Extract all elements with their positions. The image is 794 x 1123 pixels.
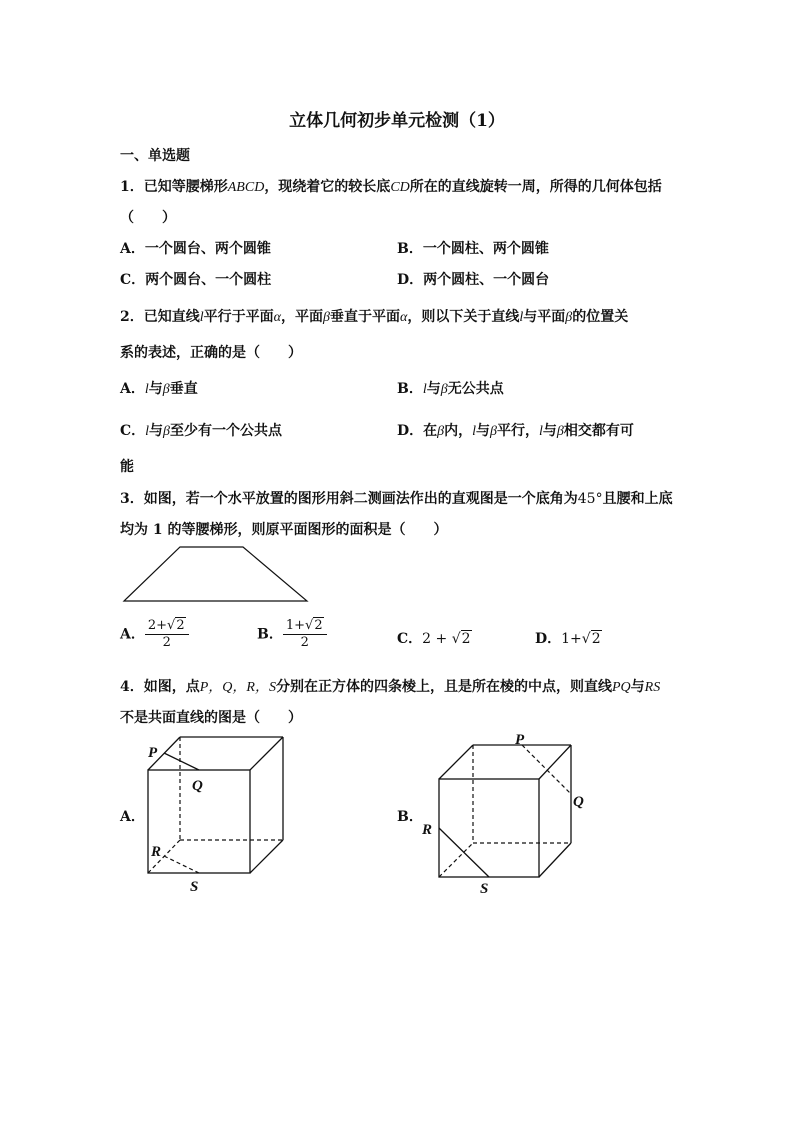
q2-alpha-2: α (399, 310, 408, 325)
q2-d-beta-2: β (490, 424, 497, 439)
q2-text-3: ，平面 (281, 309, 323, 325)
q2-alpha: α (273, 310, 281, 325)
q3-a-fraction: $\frac{2+√2}{2}$ (145, 618, 189, 651)
q2-c-l: l (145, 424, 150, 439)
q2-d-b: 与 (476, 423, 491, 439)
cube-a-segment-pq (164, 753, 199, 770)
cube-a-segment-rs (164, 856, 199, 873)
q2-b-label: B． (397, 381, 423, 397)
q1-stem-line2: （ ） (120, 210, 176, 226)
label-s: S (480, 881, 489, 897)
q2-stem-line1 (120, 306, 628, 326)
q3-option-d[interactable] (535, 628, 602, 648)
q2-beta-2: β (565, 310, 573, 325)
q3-option-b[interactable] (257, 618, 327, 651)
page-title: 立体几何初步单元检测（1） (289, 111, 505, 131)
cube-a-edge (250, 840, 283, 873)
q3-option-c[interactable] (397, 628, 472, 648)
q2-text-5: ，则以下关于直线 (407, 309, 520, 325)
cube-figure-a (140, 730, 310, 900)
q2-l: l (199, 310, 204, 325)
q2-stem-line2: 系的表述，正确的是（ ） (120, 345, 302, 361)
q4-text-c: 与 (630, 679, 645, 695)
q2-a-l: l (144, 382, 149, 397)
cube-b-edge (439, 745, 473, 779)
q2-b-mid: 与 (426, 381, 441, 397)
q2-beta: β (323, 310, 330, 325)
q2-c-mid: 与 (149, 423, 164, 439)
q3-stem-line2: 均为 1 的等腰梯形，则原平面图形的面积是（ ） (120, 522, 448, 538)
q3-b-label: B． (257, 626, 283, 643)
q3-option-a[interactable] (120, 618, 189, 651)
q3-c-label: C． (397, 631, 423, 647)
q2-a-post: 垂直 (169, 381, 198, 397)
q2-b-l: l (422, 382, 427, 397)
q2-d-a: 内， (444, 423, 473, 439)
q4-stem-line2: 不是共面直线的图是（ ） (120, 710, 302, 726)
q2-a-mid: 与 (148, 381, 163, 397)
q1-text-c: 所在的直线旋转一周，所得的几何体包括 (409, 179, 662, 195)
q1-option-d[interactable]: D．两个圆柱、一个圆台 (397, 272, 550, 288)
q2-text-6: 与平面 (523, 309, 566, 325)
label-p: P (148, 745, 158, 761)
q3-d-expr: 1+√2 (561, 631, 601, 647)
q3-stem-line1 (120, 488, 673, 508)
q2-d-l-2: l (539, 424, 543, 439)
q4-option-a-label[interactable]: A． (120, 809, 145, 825)
q2-d-d: 与 (542, 423, 557, 439)
q2-text-2: 平行于平面 (203, 309, 274, 325)
q1-option-b[interactable]: B．一个圆柱、两个圆锥 (397, 241, 549, 257)
trapezoid-figure (118, 540, 313, 606)
q2-text-1: 2．已知直线 (120, 309, 200, 325)
q2-d-beta-3: β (556, 424, 564, 439)
q2-d-beta: β (437, 424, 445, 439)
q2-b-post: 无公共点 (447, 381, 504, 397)
q4-stem-line1 (120, 676, 660, 696)
q2-c-label: C． (120, 423, 146, 439)
q2-d-l: l (472, 424, 477, 439)
q2-d-c: 平行， (497, 423, 539, 439)
q1-abcd: ABCD (227, 180, 265, 195)
q2-c-beta: β (163, 424, 171, 439)
q4-points: P，Q，R，S (199, 680, 276, 695)
label-s: S (190, 879, 199, 895)
q2-a-beta: β (162, 382, 170, 397)
q3-a-label: A． (120, 626, 145, 643)
q2-text-4: 垂直于平面 (329, 309, 400, 325)
q3-c-expr: 2 + √2 (422, 631, 471, 647)
q2-c-post: 至少有一个公共点 (170, 423, 283, 439)
q1-option-a[interactable]: A．一个圆台、两个圆锥 (120, 241, 271, 257)
q3-d-label: D． (535, 631, 562, 647)
q1-text-b: ，现绕着它的较长底 (264, 179, 391, 195)
q4-text-a: 4．如图，点 (120, 679, 200, 695)
q2-l-2: l (519, 310, 524, 325)
q3-b-fraction: $\frac{1+√2}{2}$ (283, 618, 327, 651)
q4-text-b: 分别在正方体的四条棱上，且是所在棱的中点，则直线 (275, 679, 612, 695)
cube-b-edge (539, 745, 571, 779)
q2-d-e: 相交都有可 (563, 423, 634, 439)
q2-option-c[interactable] (120, 420, 282, 440)
q1-cd: CD (390, 180, 410, 195)
section-heading: 一、单选题 (120, 148, 190, 164)
q1-text-a: 1．已知等腰梯形 (120, 179, 228, 195)
label-r: R (151, 844, 162, 860)
q1-option-c[interactable]: C．两个圆台、一个圆柱 (120, 272, 272, 288)
label-r: R (422, 822, 433, 838)
cube-a-edge (250, 737, 283, 770)
q2-d-label: D．在 (397, 423, 438, 439)
q2-b-beta: β (440, 382, 448, 397)
q2-option-d[interactable] (397, 420, 634, 440)
q4-rs: RS (644, 680, 661, 695)
q3-text-b: 且腰和上底 (602, 491, 673, 507)
cube-b-hidden-edge (439, 843, 473, 877)
q2-option-a[interactable] (120, 378, 198, 398)
q3-angle: 45° (577, 491, 603, 507)
q4-option-b-label[interactable]: B． (397, 809, 423, 825)
q2-option-d-wrap: 能 (120, 459, 134, 475)
q3-text-a: 3．如图，若一个水平放置的图形用斜二测画法作出的直观图是一个底角为 (120, 491, 578, 507)
trapezoid-shape (124, 547, 307, 601)
label-q: Q (192, 778, 203, 794)
q1-stem-line1 (120, 176, 662, 196)
q2-a-label: A． (120, 381, 145, 397)
q2-option-b[interactable] (397, 378, 504, 398)
q2-text-7: 的位置关 (572, 309, 629, 325)
cube-b-edge (539, 843, 571, 877)
label-q: Q (573, 794, 584, 810)
q4-pq: PQ (611, 680, 631, 695)
label-p: P (515, 732, 525, 748)
cube-figure-b (422, 730, 595, 900)
